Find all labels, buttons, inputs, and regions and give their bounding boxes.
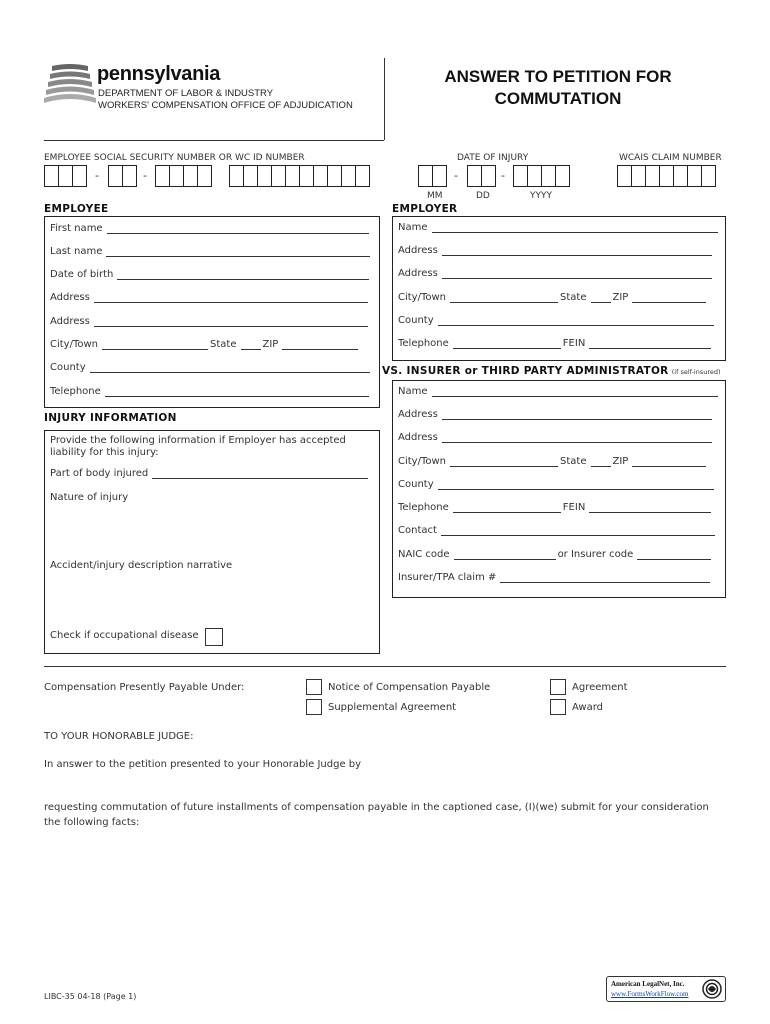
body-part-field[interactable] <box>50 468 370 479</box>
header-divider <box>384 58 385 140</box>
ssn-digit[interactable] <box>155 165 170 187</box>
ssn-digit[interactable] <box>72 165 87 187</box>
nature-of-injury-label: Nature of injury <box>50 492 129 503</box>
ssn-digit[interactable] <box>58 165 73 187</box>
wc-id-digit[interactable] <box>271 165 286 187</box>
insurer-naic-code-field[interactable] <box>398 549 713 560</box>
employer-telephone-label: Telephone <box>398 338 449 349</box>
doi-day-digit[interactable] <box>481 165 496 187</box>
vendor-name: American LegalNet, Inc. <box>611 980 685 988</box>
employee-first-name-label: First name <box>50 223 103 234</box>
ssn-label: EMPLOYEE SOCIAL SECURITY NUMBER OR WC ID NUMBER <box>44 153 305 163</box>
insurer-claim-label: Insurer/TPA claim # <box>398 572 497 583</box>
ssn-digit[interactable] <box>44 165 59 187</box>
employer-address2-field[interactable] <box>398 268 714 279</box>
employee-heading: EMPLOYEE <box>44 203 109 215</box>
doi-year-digit[interactable] <box>513 165 528 187</box>
employer-telephone-fein-field[interactable] <box>398 338 713 349</box>
date-of-injury-label: DATE OF INJURY <box>457 153 529 163</box>
employer-city-state-zip-field[interactable] <box>398 292 708 303</box>
wc-id-digit[interactable] <box>341 165 356 187</box>
insurer-claim-number-field[interactable] <box>398 572 712 583</box>
notice-of-compensation-label: Notice of Compensation Payable <box>328 682 491 693</box>
agreement-checkbox[interactable] <box>550 679 566 695</box>
form-id: LIBC-35 04-18 (Page 1) <box>44 992 137 1001</box>
insurer-name-label: Name <box>398 386 428 397</box>
insurer-address2-label: Address <box>398 432 438 443</box>
doi-day-digit[interactable] <box>467 165 482 187</box>
insurer-telephone-label: Telephone <box>398 502 449 513</box>
insurer-heading-text: VS. INSURER or THIRD PARTY ADMINISTRATOR <box>382 365 669 377</box>
facts-input[interactable] <box>44 834 726 964</box>
supplemental-agreement-checkbox[interactable] <box>306 699 322 715</box>
department-line-1: DEPARTMENT OF LABOR & INDUSTRY <box>98 88 274 99</box>
employee-address1-label: Address <box>50 292 90 303</box>
employee-address2-label: Address <box>50 316 90 327</box>
employee-city-state-zip-field[interactable] <box>50 339 360 350</box>
ssn-digit[interactable] <box>183 165 198 187</box>
yyyy-label: YYYY <box>530 191 552 201</box>
agreement-label: Agreement <box>572 682 628 693</box>
employer-county-label: County <box>398 315 434 326</box>
petition-paragraph-2-line-1: requesting commutation of future installments of compensation payable in the captioned case, (I)(we) submit for your consideration <box>44 802 709 813</box>
insurer-contact-field[interactable] <box>398 525 717 536</box>
wcais-digit[interactable] <box>645 165 660 187</box>
body-part-label: Part of body injured <box>50 468 149 479</box>
wc-id-digit[interactable] <box>327 165 342 187</box>
employee-address1-field[interactable] <box>50 292 370 303</box>
insurer-naic-label: NAIC code <box>398 549 450 560</box>
insurer-city-state-zip-field[interactable] <box>398 456 708 467</box>
insurer-fein-label: FEIN <box>562 502 586 513</box>
doi-month-digit[interactable] <box>432 165 447 187</box>
dd-label: DD <box>476 191 490 201</box>
insurer-address1-label: Address <box>398 409 438 420</box>
ssn-digit[interactable] <box>197 165 212 187</box>
vendor-badge <box>606 976 726 1002</box>
doi-dash: - <box>454 169 458 182</box>
employer-address2-label: Address <box>398 268 438 279</box>
employer-name-label: Name <box>398 222 428 233</box>
narrative-label: Accident/injury description narrative <box>50 560 233 571</box>
employee-state-label: State <box>210 339 237 350</box>
mm-label: MM <box>427 191 443 201</box>
employee-dob-label: Date of birth <box>50 269 114 280</box>
doi-month-digit[interactable] <box>418 165 433 187</box>
award-checkbox[interactable] <box>550 699 566 715</box>
ssn-dash: - <box>143 169 147 182</box>
insurer-state-label: State <box>560 456 587 467</box>
nature-of-injury-input[interactable] <box>50 506 370 556</box>
compensation-label: Compensation Presently Payable Under: <box>44 682 245 693</box>
insurer-telephone-fein-field[interactable] <box>398 502 713 513</box>
insurer-code-label: or Insurer code <box>557 549 634 560</box>
insurer-county-field[interactable] <box>398 479 716 490</box>
employer-zip-label: ZIP <box>612 292 629 303</box>
wc-id-digit[interactable] <box>355 165 370 187</box>
employee-last-name-field[interactable] <box>50 246 372 257</box>
wcais-digit[interactable] <box>659 165 674 187</box>
wc-id-digit[interactable] <box>257 165 272 187</box>
employer-heading: EMPLOYER <box>392 203 458 215</box>
employer-address1-label: Address <box>398 245 438 256</box>
employer-address1-field[interactable] <box>398 245 714 256</box>
insurer-address1-field[interactable] <box>398 409 714 420</box>
employee-county-label: County <box>50 362 86 373</box>
insurer-heading <box>382 365 721 377</box>
employee-telephone-field[interactable] <box>50 386 371 397</box>
employer-fein-label: FEIN <box>562 338 586 349</box>
insurer-heading-note: (if self-insured) <box>671 368 721 376</box>
insurer-city-label: City/Town <box>398 456 447 467</box>
injury-heading: INJURY INFORMATION <box>44 412 177 424</box>
ssn-dash: - <box>95 169 99 182</box>
employee-telephone-label: Telephone <box>50 386 101 397</box>
state-name: pennsylvania <box>97 63 221 85</box>
supplemental-agreement-label: Supplemental Agreement <box>328 702 457 713</box>
wcais-digit[interactable] <box>701 165 716 187</box>
doi-dash: - <box>501 169 505 182</box>
employee-zip-label: ZIP <box>262 339 279 350</box>
form-title-line-2: COMMUTATION <box>494 89 622 108</box>
occupational-disease-label: Check if occupational disease <box>50 630 199 641</box>
wcais-digit[interactable] <box>687 165 702 187</box>
employer-name-field[interactable] <box>398 222 720 233</box>
form-title <box>390 66 726 110</box>
insurer-county-label: County <box>398 479 434 490</box>
wcais-label: WCAIS CLAIM NUMBER <box>619 153 722 163</box>
wc-id-digit[interactable] <box>313 165 328 187</box>
doi-year-digit[interactable] <box>527 165 542 187</box>
wcais-digit[interactable] <box>631 165 646 187</box>
wcais-digit[interactable] <box>617 165 632 187</box>
wcais-digit[interactable] <box>673 165 688 187</box>
doi-year-digit[interactable] <box>541 165 556 187</box>
insurer-name-field[interactable] <box>398 386 720 397</box>
doi-year-digit[interactable] <box>555 165 570 187</box>
ssn-digit[interactable] <box>169 165 184 187</box>
employer-county-field[interactable] <box>398 315 716 326</box>
petition-paragraph-2-line-2: the following facts: <box>44 817 140 828</box>
insurer-zip-label: ZIP <box>612 456 629 467</box>
header-bottom-rule <box>44 140 384 141</box>
salutation: TO YOUR HONORABLE JUDGE: <box>44 731 194 742</box>
injury-instructions: Provide the following information if Employer has accepted liability for this injury: <box>50 435 346 458</box>
wc-id-digit[interactable] <box>299 165 314 187</box>
pennsylvania-keystone-logo <box>44 62 96 108</box>
employee-address2-field[interactable] <box>50 316 370 327</box>
narrative-input[interactable] <box>50 574 370 620</box>
employee-dob-field[interactable] <box>50 269 371 280</box>
employee-county-field[interactable] <box>50 362 372 373</box>
compensation-divider <box>44 666 726 667</box>
ssn-digit[interactable] <box>108 165 123 187</box>
petitioner-name-input[interactable] <box>44 775 726 797</box>
employee-last-name-label: Last name <box>50 246 103 257</box>
petition-paragraph-1: In answer to the petition presented to your Honorable Judge by <box>44 759 362 770</box>
wc-id-digit[interactable] <box>243 165 258 187</box>
insurer-address2-field[interactable] <box>398 432 714 443</box>
award-label: Award <box>572 702 604 713</box>
department-line-2: WORKERS' COMPENSATION OFFICE OF ADJUDICATION <box>98 100 353 111</box>
form-title-line-1: ANSWER TO PETITION FOR <box>444 67 672 86</box>
vendor-seal-icon <box>702 979 722 999</box>
ssn-digit[interactable] <box>122 165 137 187</box>
insurer-contact-label: Contact <box>398 525 437 536</box>
employee-section <box>44 216 380 408</box>
vendor-url[interactable]: www.FormsWorkFlow.com <box>611 990 689 998</box>
occupational-disease-checkbox[interactable] <box>205 628 223 646</box>
wc-id-digit[interactable] <box>285 165 300 187</box>
employer-city-label: City/Town <box>398 292 447 303</box>
wc-id-digit[interactable] <box>229 165 244 187</box>
notice-of-compensation-checkbox[interactable] <box>306 679 322 695</box>
employee-city-label: City/Town <box>50 339 99 350</box>
employer-state-label: State <box>560 292 587 303</box>
employee-first-name-field[interactable] <box>50 223 371 234</box>
